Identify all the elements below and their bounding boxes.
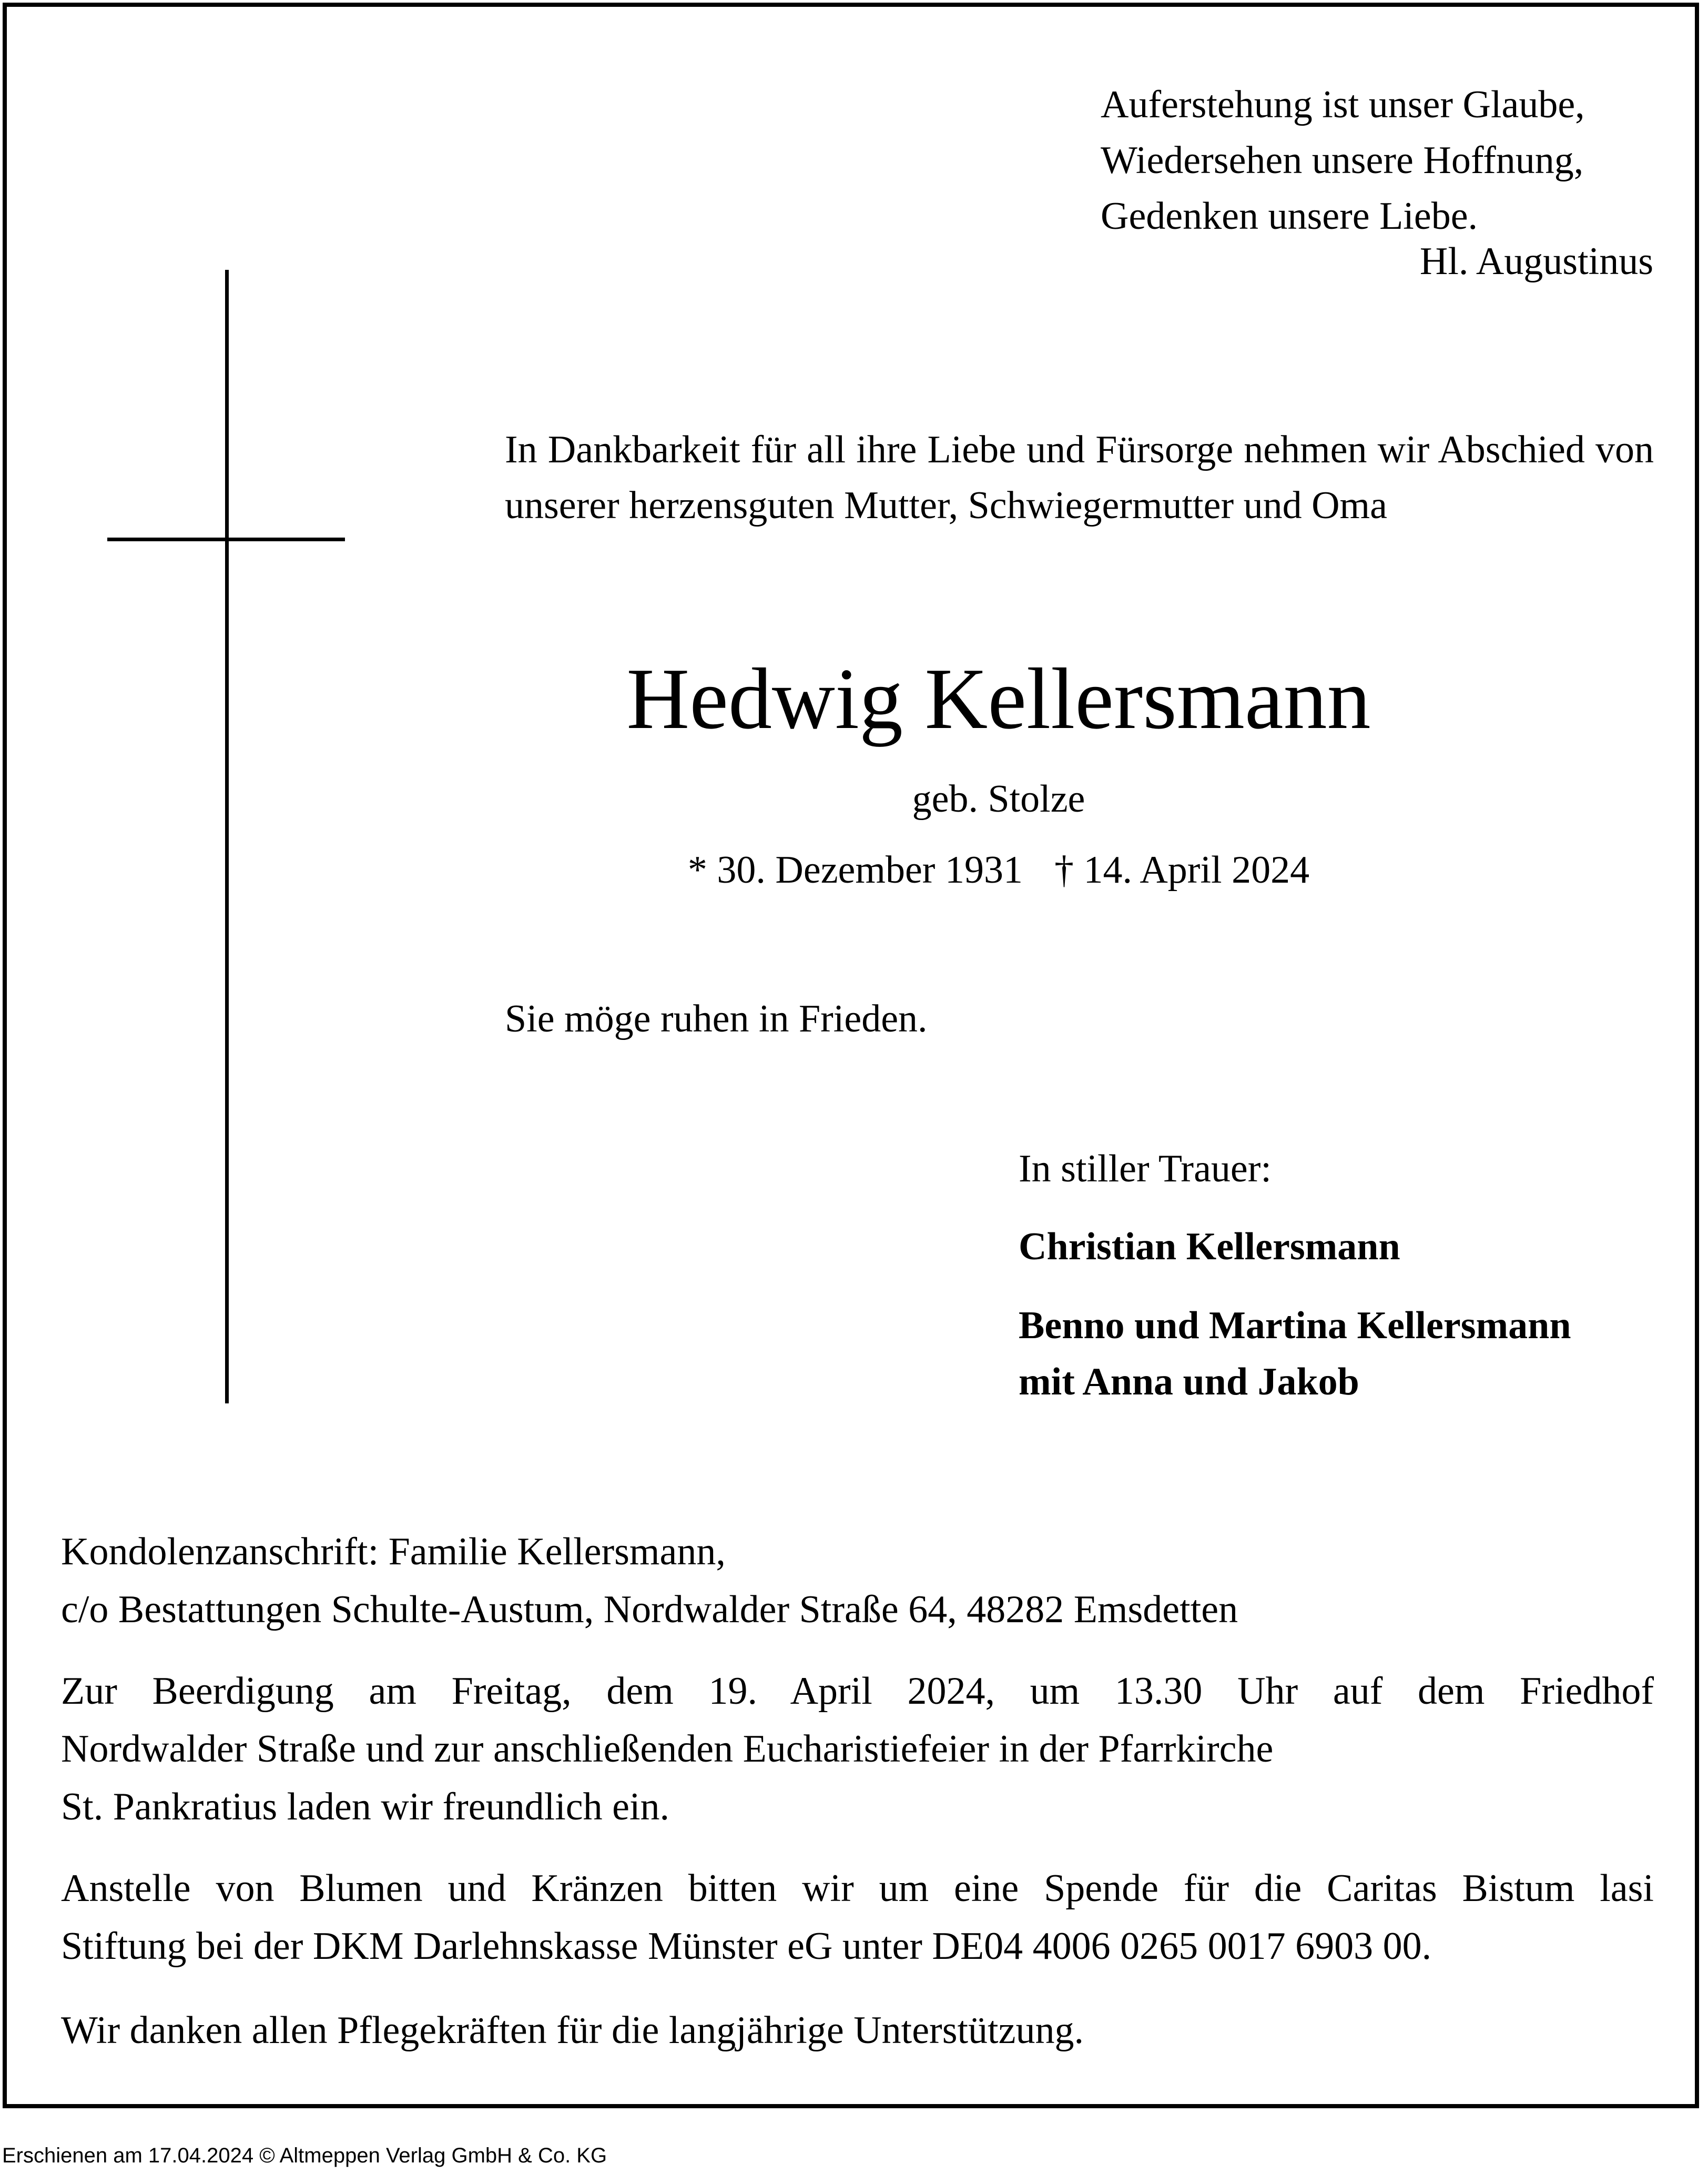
publication-footer: Erschienen am 17.04.2024 © Altmeppen Verlag GmbH & Co. KG (2, 2144, 607, 2167)
birth-date: * 30. Dezember 1931 (687, 848, 1023, 892)
donation-line: Stiftung bei der DKM Darlehnskasse Münster eG unter DE04 4006 0265 0017 6903 00. (61, 1925, 1432, 1968)
cross-horizontal-bar (107, 538, 345, 541)
death-date: † 14. April 2024 (1054, 848, 1310, 892)
funeral-line: St. Pankratius laden wir freundlich ein. (61, 1785, 670, 1828)
motto-line: Auferstehung ist unser Glaube, (1101, 83, 1585, 126)
donation-info (61, 1859, 1654, 1975)
birth-name: geb. Stolze (912, 777, 1085, 821)
thanks-line (61, 2001, 1654, 2059)
intro-text: In Dankbarkeit für all ihre Liebe und Fürsorge nehmen wir Abschied von unserer herzensguten Mutter, Schwiegermutter und Oma (505, 428, 1654, 527)
mourner-name: mit Anna und Jakob (1019, 1360, 1359, 1403)
mourners-heading: In stiller Trauer: (1019, 1147, 1272, 1190)
motto (1101, 77, 1585, 244)
mourner-name: Benno und Martina Kellersmann (1019, 1304, 1571, 1347)
motto-line: Gedenken unsere Liebe. (1101, 195, 1478, 238)
motto-author: Hl. Augustinus (1419, 240, 1653, 283)
peace-line: Sie möge ruhen in Frieden. (505, 997, 928, 1040)
mourner-name: Christian Kellersmann (1019, 1225, 1400, 1268)
funeral-line: Nordwalder Straße und zur anschließenden Eucharistiefeier in der Pfarrkirche (61, 1727, 1274, 1771)
donation-line: Anstelle von Blumen und Kränzen bitten wir um eine Spende für die Caritas Bistum lasi (61, 1867, 1654, 1910)
condolence-line: c/o Bestattungen Schulte-Austum, Nordwalder Straße 64, 48282 Emsdetten (61, 1588, 1238, 1631)
condolence-line: Kondolenzanschrift: Familie Kellersmann, (61, 1530, 726, 1573)
funeral-line: Zur Beerdigung am Freitag, dem 19. April 2024, um 13.30 Uhr auf dem Friedhof (61, 1670, 1654, 1713)
funeral-info (61, 1662, 1654, 1836)
cross-vertical-bar (225, 270, 229, 1403)
motto-line: Wiedersehen unsere Hoffnung, (1101, 139, 1584, 182)
condolence-address (61, 1523, 1654, 1639)
life-dates (0, 848, 1708, 892)
thanks-text: Wir danken allen Pflegekräften für die langjährige Unterstützung. (61, 2009, 1084, 2052)
deceased-name: Hedwig Kellersmann (626, 650, 1371, 747)
